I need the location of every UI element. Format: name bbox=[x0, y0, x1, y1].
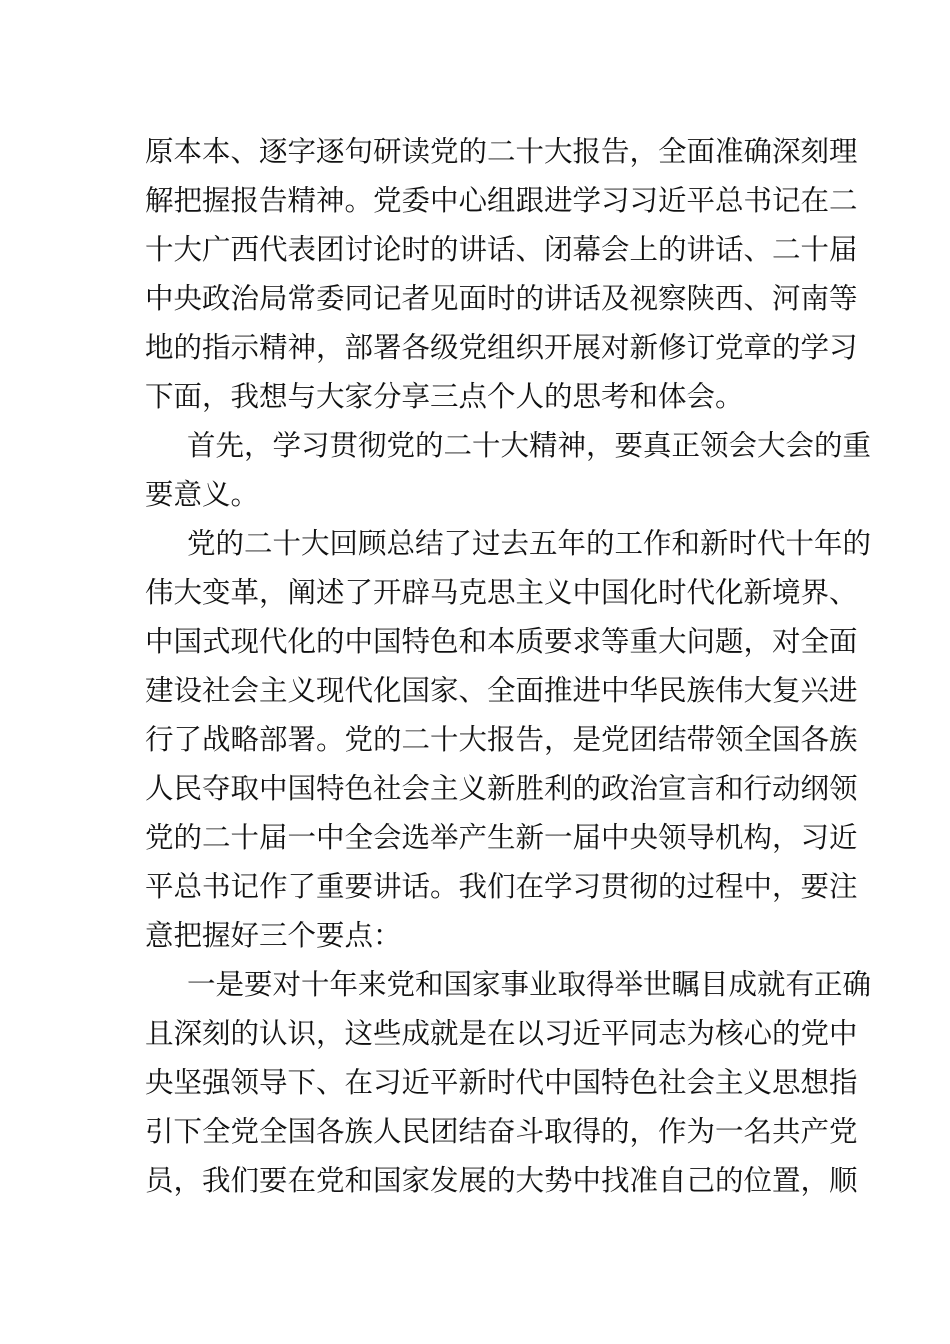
text-line: 员，我们要在党和国家发展的大势中找准自己的位置，顺 bbox=[145, 1164, 858, 1197]
text-line: 要意义。 bbox=[145, 478, 260, 511]
text-line: 伟大变革，阐述了开辟马克思主义中国化时代化新境界、 bbox=[145, 576, 858, 609]
text-line: 央坚强领导下、在习近平新时代中国特色社会主义思想指 bbox=[145, 1066, 858, 1099]
text-line: 意把握好三个要点： bbox=[145, 919, 402, 952]
text-line: 人民夺取中国特色社会主义新胜利的政治宣言和行动纲领 bbox=[145, 772, 858, 805]
text-line: 十大广西代表团讨论时的讲话、闭幕会上的讲话、二十届 bbox=[145, 233, 858, 266]
text-line: 且深刻的认识，这些成就是在以习近平同志为核心的党中 bbox=[145, 1017, 858, 1050]
text-line: 下面，我想与大家分享三点个人的思考和体会。 bbox=[145, 380, 744, 413]
text-line: 一是要对十年来党和国家事业取得举世瞩目成就有正确 bbox=[187, 968, 872, 1001]
text-line: 行了战略部署。党的二十大报告，是党团结带领全国各族 bbox=[145, 723, 858, 756]
text-line: 原本本、逐字逐句研读党的二十大报告，全面准确深刻理 bbox=[145, 135, 858, 168]
text-line: 中国式现代化的中国特色和本质要求等重大问题，对全面 bbox=[145, 625, 858, 658]
text-line: 中央政治局常委同记者见面时的讲话及视察陕西、河南等 bbox=[145, 282, 858, 315]
text-line: 建设社会主义现代化国家、全面推进中华民族伟大复兴进 bbox=[145, 674, 858, 707]
body-text bbox=[145, 127, 872, 1205]
text-line: 党的二十届一中全会选举产生新一届中央领导机构，习近 bbox=[145, 821, 858, 854]
text-line: 首先，学习贯彻党的二十大精神，要真正领会大会的重 bbox=[187, 429, 872, 462]
text-line: 党的二十大回顾总结了过去五年的工作和新时代十年的 bbox=[187, 527, 872, 560]
text-line: 解把握报告精神。党委中心组跟进学习习近平总书记在二 bbox=[145, 184, 858, 217]
text-line: 地的指示精神，部署各级党组织开展对新修订党章的学习 bbox=[145, 331, 858, 364]
text-line: 引下全党全国各族人民团结奋斗取得的，作为一名共产党 bbox=[145, 1115, 858, 1148]
text-line: 平总书记作了重要讲话。我们在学习贯彻的过程中，要注 bbox=[145, 870, 858, 903]
